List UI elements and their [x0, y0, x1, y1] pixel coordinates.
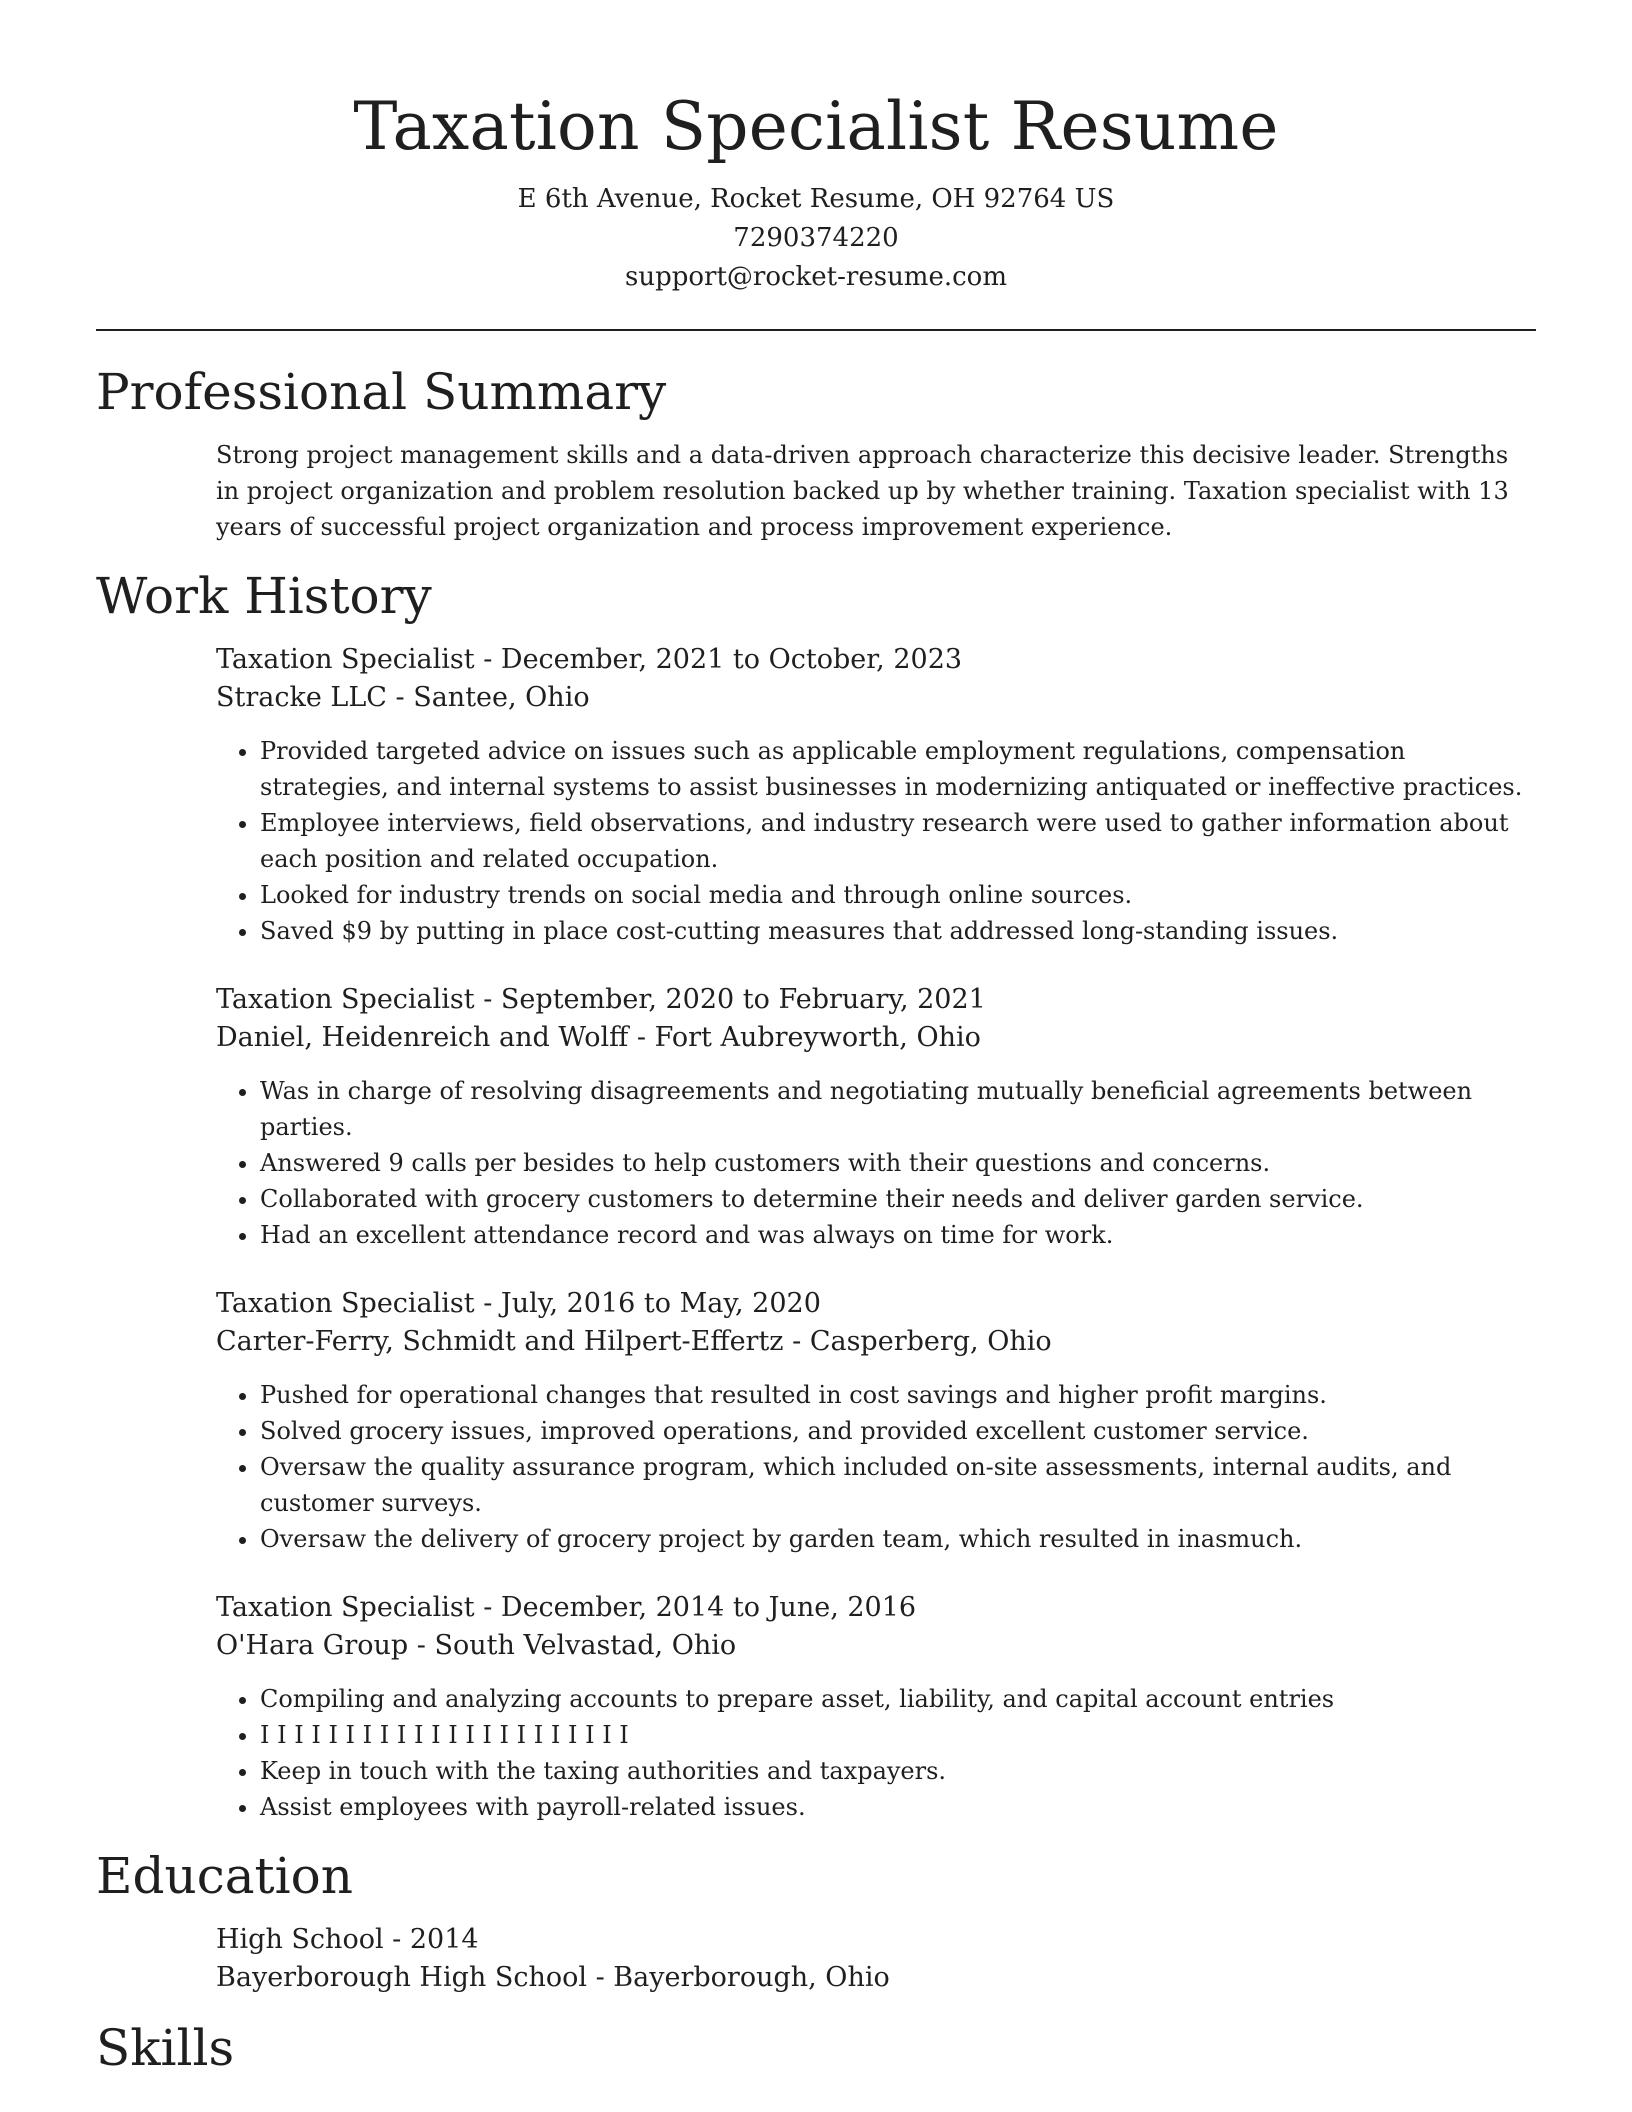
- job-bullet: • Employee interviews, field observations, and industry research were used to gather information about each position and related occupation.: [260, 805, 1536, 877]
- job-location: - Casperberg, Ohio: [783, 1326, 1052, 1357]
- job-location: - Santee, Ohio: [386, 682, 590, 713]
- job-entry: [216, 981, 1536, 1253]
- job-company: O'Hara Group: [216, 1630, 409, 1661]
- education-school-line: [216, 1959, 1536, 1997]
- job-bullet: • Keep in touch with the taxing authorities and taxpayers.: [260, 1753, 1536, 1789]
- education-heading: Education: [96, 1847, 353, 1905]
- education-year: - 2014: [383, 1924, 479, 1955]
- job-title: Taxation Specialist: [216, 644, 475, 675]
- job-bullet: • Saved $9 by putting in place cost-cutting measures that addressed long-standing issues.: [260, 913, 1536, 949]
- job-bullet: • Provided targeted advice on issues such as applicable employment regulations, compensation strategies, and internal systems to assist businesses in modernizing antiquated or ineffective practices.: [260, 733, 1536, 805]
- resume-header: [96, 0, 1536, 297]
- job-bullet: • Collaborated with grocery customers to determine their needs and deliver garden service.: [260, 1181, 1536, 1217]
- job-bullet: • Answered 9 calls per besides to help customers with their questions and concerns.: [260, 1145, 1536, 1181]
- job-bullet: • Oversaw the quality assurance program, which included on-site assessments, internal audits, and customer surveys.: [260, 1449, 1536, 1521]
- education-section: [96, 1845, 1536, 1997]
- job-entry: [216, 1285, 1536, 1557]
- job-bullets: [216, 1681, 1536, 1825]
- job-bullets: [216, 733, 1536, 949]
- job-bullets: [216, 1377, 1536, 1557]
- job-bullet: • Had an excellent attendance record and was always on time for work.: [260, 1217, 1536, 1253]
- summary-text: Strong project management skills and a data-driven approach characterize this decisive leader. Strengths in project organization and problem resolution backed up by whether training. Taxation specialist with 13 years of successful project organization and process improvement experience.: [216, 441, 1509, 541]
- contact-block: [96, 180, 1536, 297]
- job-bullets: [216, 1073, 1536, 1253]
- job-title-line: [216, 641, 1536, 679]
- job-dates: - September, 2020 to February, 2021: [474, 984, 986, 1015]
- skills-section: [96, 2017, 1536, 2079]
- contact-email: support@rocket-resume.com: [624, 262, 1007, 292]
- job-title: Taxation Specialist: [216, 1592, 475, 1623]
- job-bullet: • Pushed for operational changes that resulted in cost savings and higher profit margins.: [260, 1377, 1536, 1413]
- job-company-line: [216, 1323, 1536, 1361]
- job-entry: [216, 1589, 1536, 1825]
- education-degree: High School: [216, 1924, 384, 1955]
- job-bullet: • Solved grocery issues, improved operations, and provided excellent customer service.: [260, 1413, 1536, 1449]
- summary-heading: Professional Summary: [96, 363, 667, 421]
- job-title: Taxation Specialist: [216, 984, 475, 1015]
- job-dates: - July, 2016 to May, 2020: [474, 1288, 821, 1319]
- job-company: Daniel, Heidenreich and Wolff: [216, 1022, 629, 1053]
- job-bullet: • Assist employees with payroll-related issues.: [260, 1789, 1536, 1825]
- job-title: Taxation Specialist: [216, 1288, 475, 1319]
- job-company: Carter-Ferry, Schmidt and Hilpert-Effertz: [216, 1326, 784, 1357]
- job-bullet: • I I I I I I I I I I I I I I I I I I I I I I: [260, 1717, 1536, 1753]
- job-bullet: • Compiling and analyzing accounts to prepare asset, liability, and capital account entries: [260, 1681, 1536, 1717]
- job-title-line: [216, 981, 1536, 1019]
- contact-phone: 7290374220: [733, 223, 899, 253]
- work-section: [96, 565, 1536, 1825]
- job-title-line: [216, 1589, 1536, 1627]
- job-bullet: • Looked for industry trends on social media and through online sources.: [260, 877, 1536, 913]
- job-company-line: [216, 1019, 1536, 1057]
- job-location: - South Velvastad, Ohio: [408, 1630, 737, 1661]
- skills-heading: Skills: [96, 2019, 235, 2077]
- education-school: Bayerborough High School: [216, 1962, 588, 1993]
- education-location: - Bayerborough, Ohio: [587, 1962, 890, 1993]
- resume-title: Taxation Specialist Resume: [353, 88, 1279, 165]
- education-degree-line: [216, 1921, 1536, 1959]
- job-location: - Fort Aubreyworth, Ohio: [628, 1022, 981, 1053]
- job-dates: - December, 2014 to June, 2016: [474, 1592, 917, 1623]
- header-divider: [96, 329, 1536, 331]
- summary-body: [216, 437, 1536, 545]
- job-bullet: • Was in charge of resolving disagreements and negotiating mutually beneficial agreements between parties.: [260, 1073, 1536, 1145]
- contact-address: E 6th Avenue, Rocket Resume, OH 92764 US: [517, 184, 1115, 214]
- job-company: Stracke LLC: [216, 682, 387, 713]
- education-entry: [216, 1921, 1536, 1997]
- work-heading: Work History: [96, 567, 432, 625]
- job-company-line: [216, 679, 1536, 717]
- job-entry: [216, 641, 1536, 949]
- job-title-line: [216, 1285, 1536, 1323]
- summary-section: [96, 361, 1536, 545]
- job-bullet: • Oversaw the delivery of grocery project by garden team, which resulted in inasmuch.: [260, 1521, 1536, 1557]
- resume-page: [96, 0, 1536, 2079]
- job-dates: - December, 2021 to October, 2023: [474, 644, 963, 675]
- job-company-line: [216, 1627, 1536, 1665]
